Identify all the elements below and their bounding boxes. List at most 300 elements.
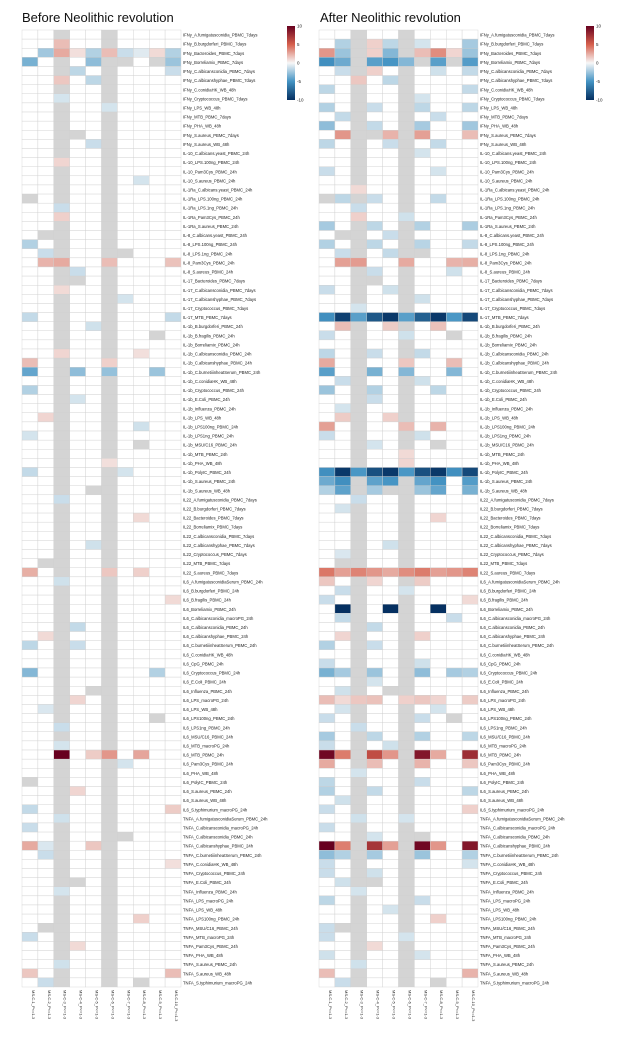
heatmap-cell (86, 723, 102, 732)
heatmap-cell (54, 850, 70, 859)
heatmap-cell (351, 194, 367, 203)
heatmap-cell (149, 158, 165, 167)
heatmap-cell (319, 167, 335, 176)
heatmap-cell (399, 212, 415, 221)
heatmap-cell (383, 777, 399, 786)
heatmap-cell (22, 340, 38, 349)
heatmap-panel-after (319, 24, 603, 1023)
row-label: TNFA_Influenza_PBMC_24h (183, 889, 237, 895)
heatmap-cell (165, 695, 181, 704)
heatmap-cell (86, 340, 102, 349)
heatmap-cell (335, 786, 351, 795)
heatmap-cell (86, 686, 102, 695)
heatmap-cell (446, 385, 462, 394)
heatmap-cell (335, 896, 351, 905)
heatmap-cell (335, 185, 351, 194)
heatmap-cell (86, 203, 102, 212)
heatmap-cell (165, 404, 181, 413)
heatmap-cell (335, 57, 351, 66)
heatmap-cell (351, 340, 367, 349)
heatmap-cell (149, 112, 165, 121)
heatmap-cell (117, 550, 133, 559)
heatmap-cell (430, 750, 446, 759)
heatmap-cell (22, 303, 38, 312)
heatmap-cell (54, 440, 70, 449)
heatmap-cell (319, 504, 335, 513)
heatmap-cell (102, 422, 118, 431)
heatmap-cell (70, 267, 86, 276)
heatmap-cell (414, 458, 430, 467)
heatmap-cell (102, 540, 118, 549)
heatmap-cell (165, 841, 181, 850)
heatmap-cell (335, 221, 351, 230)
heatmap-cell (38, 732, 54, 741)
row-label: IL-1b_C.burnetiiinheatSerum_PBMC_24h (480, 369, 558, 375)
heatmap-cell (351, 57, 367, 66)
heatmap-cell (367, 622, 383, 631)
heatmap-cell (367, 194, 383, 203)
heatmap-cell (70, 467, 86, 476)
heatmap-cell (149, 978, 165, 987)
heatmap-cell (367, 158, 383, 167)
heatmap-cell (430, 923, 446, 932)
heatmap-cell (102, 203, 118, 212)
heatmap-cell (335, 522, 351, 531)
heatmap-cell (399, 249, 415, 258)
heatmap-cell (430, 832, 446, 841)
row-label: IL6_LPS_WB_48h (480, 707, 515, 713)
heatmap-cell (117, 158, 133, 167)
row-label: IL-17_C.albicanshyphae_PBMC_7days (480, 296, 554, 302)
heatmap-cell (367, 167, 383, 176)
heatmap-cell (462, 322, 478, 331)
heatmap-cell (319, 887, 335, 896)
row-label: TNFA_C.albicansconidia_PBMC_24h (480, 834, 550, 840)
heatmap-cell (414, 340, 430, 349)
heatmap-cell (102, 94, 118, 103)
heatmap-cell (54, 641, 70, 650)
heatmap-cell (414, 203, 430, 212)
heatmap-cell (446, 39, 462, 48)
heatmap-cell (367, 531, 383, 540)
heatmap-cell (351, 185, 367, 194)
heatmap-cell (367, 422, 383, 431)
row-label: IL6_MTB_macroPG_24h (480, 743, 527, 749)
heatmap-cell (38, 85, 54, 94)
heatmap-cell (102, 57, 118, 66)
heatmap-cell (149, 768, 165, 777)
heatmap-cell (414, 869, 430, 878)
heatmap-cell (22, 349, 38, 358)
heatmap-cell (102, 148, 118, 157)
heatmap-cell (430, 732, 446, 741)
heatmap-cell (149, 951, 165, 960)
heatmap-cell (149, 969, 165, 978)
heatmap-cell (54, 932, 70, 941)
heatmap-cell (335, 276, 351, 285)
row-label: IL-10_S.aureus_PBMC_24h (183, 178, 236, 184)
row-label: IL6_B.burgdorferi_PBMC_24h (480, 588, 537, 594)
heatmap-cell (117, 431, 133, 440)
heatmap-cell (22, 632, 38, 641)
heatmap-cell (54, 112, 70, 121)
heatmap-cell (149, 231, 165, 240)
heatmap-cell (319, 303, 335, 312)
heatmap-cell (462, 559, 478, 568)
heatmap-cell (165, 686, 181, 695)
row-label: IL-1Ra_LPS.1ng_PBMC_24h (480, 205, 535, 211)
heatmap-cell (86, 313, 102, 322)
heatmap-cell (319, 632, 335, 641)
heatmap-cell (117, 814, 133, 823)
heatmap-cell (70, 231, 86, 240)
heatmap-cell (165, 732, 181, 741)
heatmap-cell (446, 878, 462, 887)
heatmap-cell (54, 158, 70, 167)
heatmap-cell (383, 896, 399, 905)
heatmap-cell (430, 267, 446, 276)
heatmap-cell (133, 896, 149, 905)
heatmap-cell (383, 786, 399, 795)
heatmap-cell (399, 622, 415, 631)
heatmap-cell (351, 768, 367, 777)
row-label: TNFA_Influenza_PBMC_24h (480, 889, 534, 895)
heatmap-cell (86, 431, 102, 440)
heatmap-cell (133, 969, 149, 978)
heatmap-cell (38, 121, 54, 130)
heatmap-cell (335, 586, 351, 595)
row-label: IFNy_C.albicansconidia_PBMC_7days (183, 69, 255, 75)
heatmap-cell (86, 786, 102, 795)
heatmap-cell (102, 859, 118, 868)
heatmap-cell (319, 869, 335, 878)
heatmap-cell (446, 148, 462, 157)
heatmap-cell (54, 249, 70, 258)
heatmap-cell (165, 167, 181, 176)
heatmap-cell (335, 303, 351, 312)
heatmap-cell (102, 85, 118, 94)
heatmap-cell (165, 267, 181, 276)
legend-tick-label: -10 (596, 97, 603, 103)
heatmap-cell (462, 486, 478, 495)
heatmap-cell (414, 258, 430, 267)
heatmap-cell (22, 176, 38, 185)
heatmap-cell (102, 504, 118, 513)
heatmap-cell (54, 786, 70, 795)
heatmap-cell (446, 914, 462, 923)
heatmap-cell (165, 704, 181, 713)
heatmap-cell (165, 103, 181, 112)
heatmap-cell (22, 458, 38, 467)
heatmap-cell (399, 267, 415, 276)
heatmap-cell (319, 540, 335, 549)
heatmap-cell (399, 941, 415, 950)
heatmap-cell (149, 221, 165, 230)
heatmap-cell (133, 777, 149, 786)
heatmap-cell (319, 422, 335, 431)
heatmap-cell (430, 458, 446, 467)
row-label: IL6_A.fumigatusconidiaSerum_PBMC_24h (183, 579, 263, 585)
row-label: IL-1b_LPS_WB_48h (480, 415, 519, 421)
heatmap-cell (117, 686, 133, 695)
heatmap-cell (335, 30, 351, 39)
heatmap-cell (149, 422, 165, 431)
heatmap-cell (335, 960, 351, 969)
heatmap-cell (70, 641, 86, 650)
row-label: IL-10_Pam3Cys_PBMC_24h (183, 169, 237, 175)
heatmap-cell (165, 641, 181, 650)
heatmap-cell (70, 504, 86, 513)
heatmap-cell (430, 577, 446, 586)
heatmap-cell (54, 66, 70, 75)
heatmap-cell (319, 367, 335, 376)
heatmap-cell (319, 495, 335, 504)
column-label: MS-C-1_P<=1-3 (327, 990, 333, 1020)
heatmap-cell (102, 732, 118, 741)
heatmap-cell (38, 76, 54, 85)
heatmap-cell (22, 404, 38, 413)
heatmap-cell (430, 258, 446, 267)
heatmap-cell (54, 568, 70, 577)
heatmap-cell (54, 130, 70, 139)
heatmap-cell (351, 212, 367, 221)
row-label: TNFA_S.aureus_WB_48h (480, 971, 529, 977)
heatmap-cell (86, 568, 102, 577)
heatmap-cell (149, 741, 165, 750)
heatmap-cell (430, 823, 446, 832)
heatmap-cell (149, 57, 165, 66)
heatmap-cell (430, 413, 446, 422)
heatmap-cell (430, 185, 446, 194)
heatmap-cell (351, 203, 367, 212)
heatmap-cell (38, 540, 54, 549)
column-label: MS-C-6_P<=1-3 (110, 990, 116, 1020)
heatmap-cell (54, 477, 70, 486)
heatmap-cell (430, 741, 446, 750)
heatmap-cell (399, 814, 415, 823)
heatmap-cell (70, 158, 86, 167)
heatmap-cell (149, 604, 165, 613)
heatmap-cell (367, 805, 383, 814)
heatmap-cell (102, 231, 118, 240)
heatmap-cell (133, 540, 149, 549)
heatmap-cell (383, 103, 399, 112)
heatmap-cell (462, 121, 478, 130)
heatmap-cell (319, 413, 335, 422)
heatmap-cell (102, 121, 118, 130)
heatmap-cell (133, 76, 149, 85)
heatmap-cell (54, 267, 70, 276)
heatmap-cell (117, 595, 133, 604)
heatmap-cell (149, 659, 165, 668)
heatmap-cell (367, 404, 383, 413)
heatmap-cell (70, 130, 86, 139)
heatmap-cell (149, 714, 165, 723)
heatmap-cell (133, 704, 149, 713)
heatmap-cell (86, 185, 102, 194)
heatmap-cell (335, 887, 351, 896)
heatmap-cell (117, 604, 133, 613)
row-label: IL-8_S.aureus_PBMC_24h (183, 269, 234, 275)
heatmap-cell (54, 331, 70, 340)
heatmap-cell (38, 477, 54, 486)
heatmap-cell (117, 167, 133, 176)
heatmap-cell (367, 650, 383, 659)
heatmap-cell (54, 686, 70, 695)
heatmap-cell (351, 376, 367, 385)
heatmap-cell (446, 568, 462, 577)
heatmap-cell (117, 668, 133, 677)
heatmap-cell (430, 805, 446, 814)
heatmap-cell (117, 349, 133, 358)
heatmap-cell (399, 586, 415, 595)
heatmap-cell (367, 385, 383, 394)
heatmap-cell (430, 932, 446, 941)
heatmap-cell (86, 231, 102, 240)
heatmap-cell (165, 385, 181, 394)
heatmap-cell (149, 194, 165, 203)
row-label: IFNy_PHA_WB_48h (480, 123, 519, 129)
heatmap-cell (351, 276, 367, 285)
heatmap-cell (383, 932, 399, 941)
heatmap-cell (165, 85, 181, 94)
heatmap-cell (335, 540, 351, 549)
heatmap-cell (414, 914, 430, 923)
heatmap-cell (86, 303, 102, 312)
heatmap-cell (133, 376, 149, 385)
row-label: IFNy_Borreliamix_PBMC_7days (480, 59, 541, 65)
heatmap-cell (54, 796, 70, 805)
heatmap-cell (165, 212, 181, 221)
heatmap-cell (133, 650, 149, 659)
heatmap-cell (54, 969, 70, 978)
heatmap-cell (335, 704, 351, 713)
heatmap-cell (117, 404, 133, 413)
heatmap-cell (133, 951, 149, 960)
heatmap-cell (133, 258, 149, 267)
heatmap-cell (70, 941, 86, 950)
heatmap-cell (102, 158, 118, 167)
heatmap-cell (133, 960, 149, 969)
heatmap-cell (446, 449, 462, 458)
heatmap-cell (117, 276, 133, 285)
heatmap-cell (149, 449, 165, 458)
heatmap-cell (430, 167, 446, 176)
heatmap-cell (383, 477, 399, 486)
heatmap-cell (446, 349, 462, 358)
color-legend-bar (287, 26, 295, 100)
heatmap-cell (399, 367, 415, 376)
heatmap-cell (86, 376, 102, 385)
heatmap-cell (414, 695, 430, 704)
row-label: TNFA_E.Coli_PBMC_24h (183, 880, 231, 886)
heatmap-cell (117, 613, 133, 622)
heatmap-cell (54, 960, 70, 969)
heatmap-cell (319, 768, 335, 777)
heatmap-cell (399, 796, 415, 805)
heatmap-cell (319, 385, 335, 394)
heatmap-cell (367, 750, 383, 759)
heatmap-cell (319, 185, 335, 194)
heatmap-cell (319, 349, 335, 358)
heatmap-cell (22, 30, 38, 39)
heatmap-cell (149, 385, 165, 394)
heatmap-cell (70, 796, 86, 805)
row-label: TNFA_C.albicansconidia_macroPG_24h (480, 825, 556, 831)
heatmap-cell (367, 139, 383, 148)
row-label: IFNy_Borreliamix_PBMC_7days (183, 59, 244, 65)
row-label: IL-1b_B.fragilis_PBMC_24h (183, 333, 235, 339)
heatmap-cell (383, 923, 399, 932)
heatmap-cell (383, 76, 399, 85)
heatmap-cell (430, 367, 446, 376)
heatmap-cell (430, 814, 446, 823)
heatmap-cell (383, 531, 399, 540)
heatmap-cell (22, 759, 38, 768)
heatmap-cell (70, 103, 86, 112)
heatmap-cell (133, 613, 149, 622)
heatmap-cell (102, 850, 118, 859)
heatmap-cell (102, 495, 118, 504)
heatmap-cell (446, 267, 462, 276)
heatmap-cell (414, 212, 430, 221)
heatmap-cell (117, 367, 133, 376)
heatmap-cell (70, 76, 86, 85)
heatmap-cell (133, 741, 149, 750)
heatmap-cell (133, 869, 149, 878)
heatmap-cell (102, 978, 118, 987)
heatmap-cell (430, 941, 446, 950)
heatmap-cell (102, 385, 118, 394)
heatmap-cell (399, 550, 415, 559)
heatmap-cell (54, 978, 70, 987)
heatmap-cell (446, 704, 462, 713)
heatmap-cell (335, 449, 351, 458)
heatmap-cell (54, 531, 70, 540)
heatmap-cell (86, 832, 102, 841)
row-label: IL-1b_B.burgdorferi_PBMC_24h (480, 324, 540, 330)
heatmap-cell (414, 969, 430, 978)
heatmap-cell (446, 832, 462, 841)
row-label: IL22_C.albicanshyphae_PBMC_7days (480, 542, 552, 548)
heatmap-cell (462, 294, 478, 303)
heatmap-cell (22, 495, 38, 504)
heatmap-cell (335, 158, 351, 167)
heatmap-cell (367, 212, 383, 221)
heatmap-cell (54, 896, 70, 905)
heatmap-cell (367, 57, 383, 66)
heatmap-cell (430, 641, 446, 650)
heatmap-cell (414, 185, 430, 194)
heatmap-cell (414, 413, 430, 422)
heatmap-cell (54, 385, 70, 394)
heatmap-cell (22, 103, 38, 112)
heatmap-cell (335, 203, 351, 212)
heatmap-cell (22, 158, 38, 167)
heatmap-cell (133, 595, 149, 604)
heatmap-cell (399, 221, 415, 230)
heatmap-cell (414, 422, 430, 431)
heatmap-cell (133, 303, 149, 312)
heatmap-cell (38, 978, 54, 987)
heatmap-cell (446, 240, 462, 249)
heatmap-cell (133, 395, 149, 404)
heatmap-cell (102, 294, 118, 303)
heatmap-cell (351, 878, 367, 887)
heatmap-cell (446, 540, 462, 549)
heatmap-cell (335, 641, 351, 650)
heatmap-cell (70, 39, 86, 48)
